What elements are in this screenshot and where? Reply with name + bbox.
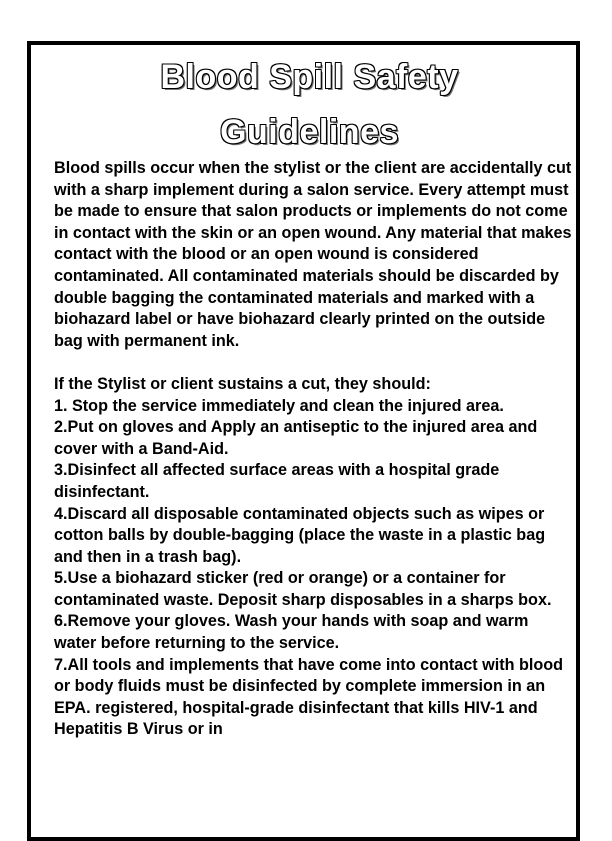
step-item: 7.All tools and implements that have come into contact with blood or body fluids must be disinfected by complete immersion in an EPA. registered, hospital-grade disinfectant that kills HIV-1 and Hepatitis B Virus or in <box>54 655 564 739</box>
step-item: 2.Put on gloves and Apply an antiseptic to the injured area and cover with a Band-Aid. <box>54 418 538 458</box>
page-title <box>27 50 592 160</box>
steps-lead: If the Stylist or client sustains a cut, they should: <box>54 374 431 393</box>
intro-paragraph: Blood spills occur when the stylist or the client are accidentally cut with a sharp implement during a salon service. Every attempt must be made to ensure that salon products or implements do not come in contact with the skin or an open wound. Any material that makes contact with the blood or an open wound is considered contaminated. All contaminated materials should be discarded by double bagging the contaminated materials and marked with a biohazard label or have biohazard clearly printed on the outside bag with permanent ink. <box>54 159 572 350</box>
step-item: 1. Stop the service immediately and clean the injured area. <box>54 396 504 415</box>
step-item: 4.Discard all disposable contaminated objects such as wipes or cotton balls by double-bagging (place the waste in a plastic bag and then in a trash bag). <box>54 504 546 566</box>
step-item: 6.Remove your gloves. Wash your hands with soap and warm water before returning to the service. <box>54 612 529 653</box>
guidelines-body <box>54 158 574 741</box>
title-line-2: Guidelines <box>220 113 399 151</box>
step-item: 5.Use a biohazard sticker (red or orange) or a container for contaminated waste. Deposit sharp disposables in a sharps box. <box>54 569 552 609</box>
title-line-1: Blood Spill Safety <box>160 58 459 96</box>
step-item: 3.Disinfect all affected surface areas with a hospital grade disinfectant. <box>54 461 500 501</box>
